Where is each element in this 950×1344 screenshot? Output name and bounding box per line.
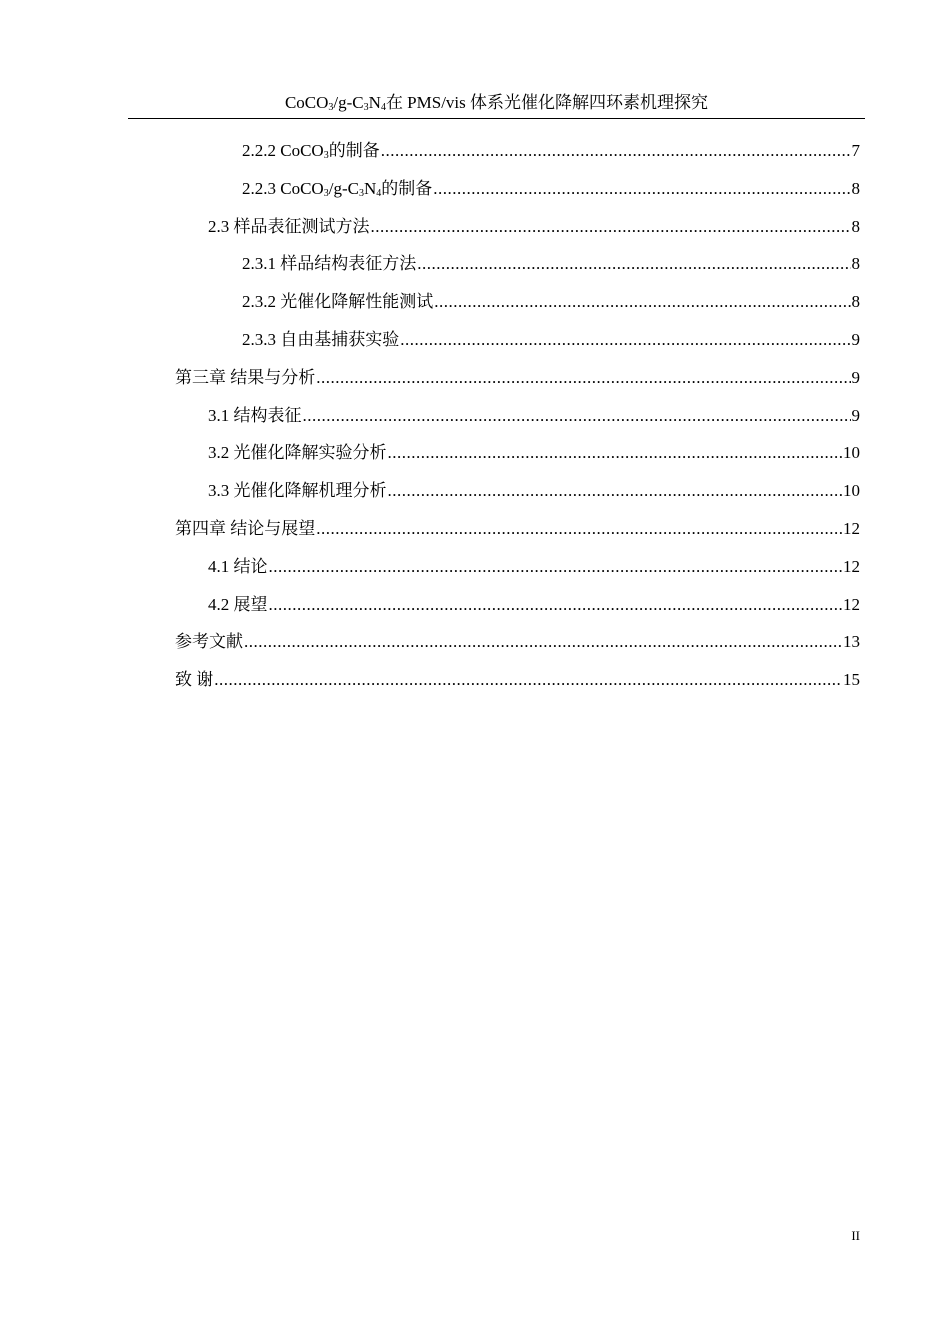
toc-entry-page-number: 9: [851, 406, 860, 425]
toc-entry-text: 参考文献: [175, 632, 243, 651]
toc-entry-text: 4.1 结论: [208, 557, 268, 576]
toc-entry-label: [208, 216, 370, 238]
toc-entry-label: [175, 631, 243, 653]
toc-entry[interactable]: [175, 631, 860, 653]
toc-entry-page-number: 9: [851, 368, 860, 387]
toc-entry-label: [242, 178, 432, 203]
toc-leader-dots: [434, 291, 850, 313]
toc-entry[interactable]: [175, 669, 860, 691]
toc-entry-text: 3.2 光催化降解实验分析: [208, 443, 387, 462]
toc-entry-label: [208, 594, 268, 616]
running-header: [128, 91, 865, 119]
toc-entry-page-number: 10: [843, 481, 860, 500]
toc-entry-label: [208, 405, 302, 427]
toc-entry-page-number: 8: [851, 254, 860, 273]
toc-entry[interactable]: [208, 480, 860, 502]
toc-entry[interactable]: [242, 329, 860, 351]
toc-leader-dots: [269, 556, 843, 578]
toc-leader-dots: [388, 442, 843, 464]
toc-leader-dots: [269, 594, 843, 616]
toc-entry[interactable]: [242, 291, 860, 313]
toc-entry[interactable]: [242, 140, 860, 165]
toc-leader-dots: [244, 631, 842, 653]
toc-entry[interactable]: [208, 405, 860, 427]
toc-entry-label: [208, 556, 268, 578]
toc-leader-dots: [433, 178, 850, 200]
toc-entry-label: [242, 291, 433, 313]
toc-entry-page-number: 8: [851, 179, 860, 198]
toc-entry-text: 3.1 结构表征: [208, 406, 302, 425]
toc-entry-text: 2.3.1 样品结构表征方法: [242, 254, 417, 273]
toc-entry-text: 的制备: [381, 179, 433, 198]
toc-leader-dots: [214, 669, 842, 691]
toc-entry[interactable]: [175, 367, 860, 389]
toc-entry-text: 2.3.3 自由基捕获实验: [242, 330, 400, 349]
toc-entry-text: 4.2 展望: [208, 595, 268, 614]
toc-entry-subscript: 4: [376, 188, 382, 199]
toc-entry-text: /g-C: [328, 179, 359, 198]
header-text-2: /g-C: [333, 93, 364, 112]
header-subscript-1: 3: [328, 102, 334, 113]
header-subscript-3: 4: [380, 102, 386, 113]
header-text-4: 在 PMS/vis 体系光催化降解四环素机理探究: [385, 93, 709, 112]
toc-entry-subscript: 3: [323, 188, 329, 199]
toc-entry-page-number: 12: [843, 595, 860, 614]
toc-leader-dots: [303, 405, 851, 427]
toc-entry[interactable]: [242, 253, 860, 275]
toc-leader-dots: [417, 253, 850, 275]
toc-entry-page-number: 8: [851, 292, 860, 311]
toc-entry-text: 2.3.2 光催化降解性能测试: [242, 292, 434, 311]
toc-entry-label: [208, 480, 387, 502]
toc-entry-label: [175, 518, 315, 540]
toc-entry-label: [242, 329, 399, 351]
toc-entry-label: [242, 253, 416, 275]
toc-entry-text: 3.3 光催化降解机理分析: [208, 481, 387, 500]
page-number: II: [851, 1228, 860, 1243]
toc-entry-text: 第四章 结论与展望: [175, 519, 316, 538]
toc-leader-dots: [316, 518, 842, 540]
toc-entry[interactable]: [208, 216, 860, 238]
toc-entry-page-number: 12: [843, 557, 860, 576]
toc-entry-page-number: 7: [851, 141, 860, 160]
toc-entry-label: [175, 367, 315, 389]
toc-entry-label: [175, 669, 213, 691]
toc-entry-text: 2.2.3 CoCO: [242, 179, 324, 198]
toc-leader-dots: [388, 480, 843, 502]
toc-entry-page-number: 10: [843, 443, 860, 462]
toc-leader-dots: [381, 140, 851, 162]
toc-entry-text: 2.3 样品表征测试方法: [208, 217, 370, 236]
toc-entry-text: 第三章 结果与分析: [175, 368, 316, 387]
header-subscript-2: 3: [363, 102, 369, 113]
header-text-3: N: [368, 93, 381, 112]
toc-entry-page-number: 8: [851, 217, 860, 236]
toc-entry-page-number: 12: [843, 519, 860, 538]
toc-entry[interactable]: [208, 442, 860, 464]
toc-leader-dots: [371, 216, 851, 238]
toc-entry-text: N: [363, 179, 377, 198]
toc-leader-dots: [316, 367, 850, 389]
toc-entry[interactable]: [208, 594, 860, 616]
header-text-1: CoCO: [284, 93, 329, 112]
toc-entry-label: [242, 140, 380, 165]
toc-entry-page-number: 13: [843, 632, 860, 651]
toc-entry[interactable]: [242, 178, 860, 203]
toc-entry-subscript: 3: [323, 150, 329, 161]
toc-entry-text: 的制备: [328, 141, 380, 160]
toc-entry-label: [208, 442, 387, 464]
toc-entry-text: 致 谢: [175, 670, 214, 689]
toc-entry[interactable]: [175, 518, 860, 540]
toc-entry-page-number: 15: [843, 670, 860, 689]
toc-leader-dots: [400, 329, 850, 351]
toc-entry[interactable]: [208, 556, 860, 578]
toc-entry-text: 2.2.2 CoCO: [242, 141, 324, 160]
toc-entry-page-number: 9: [851, 330, 860, 349]
toc-entry-subscript: 3: [358, 188, 364, 199]
